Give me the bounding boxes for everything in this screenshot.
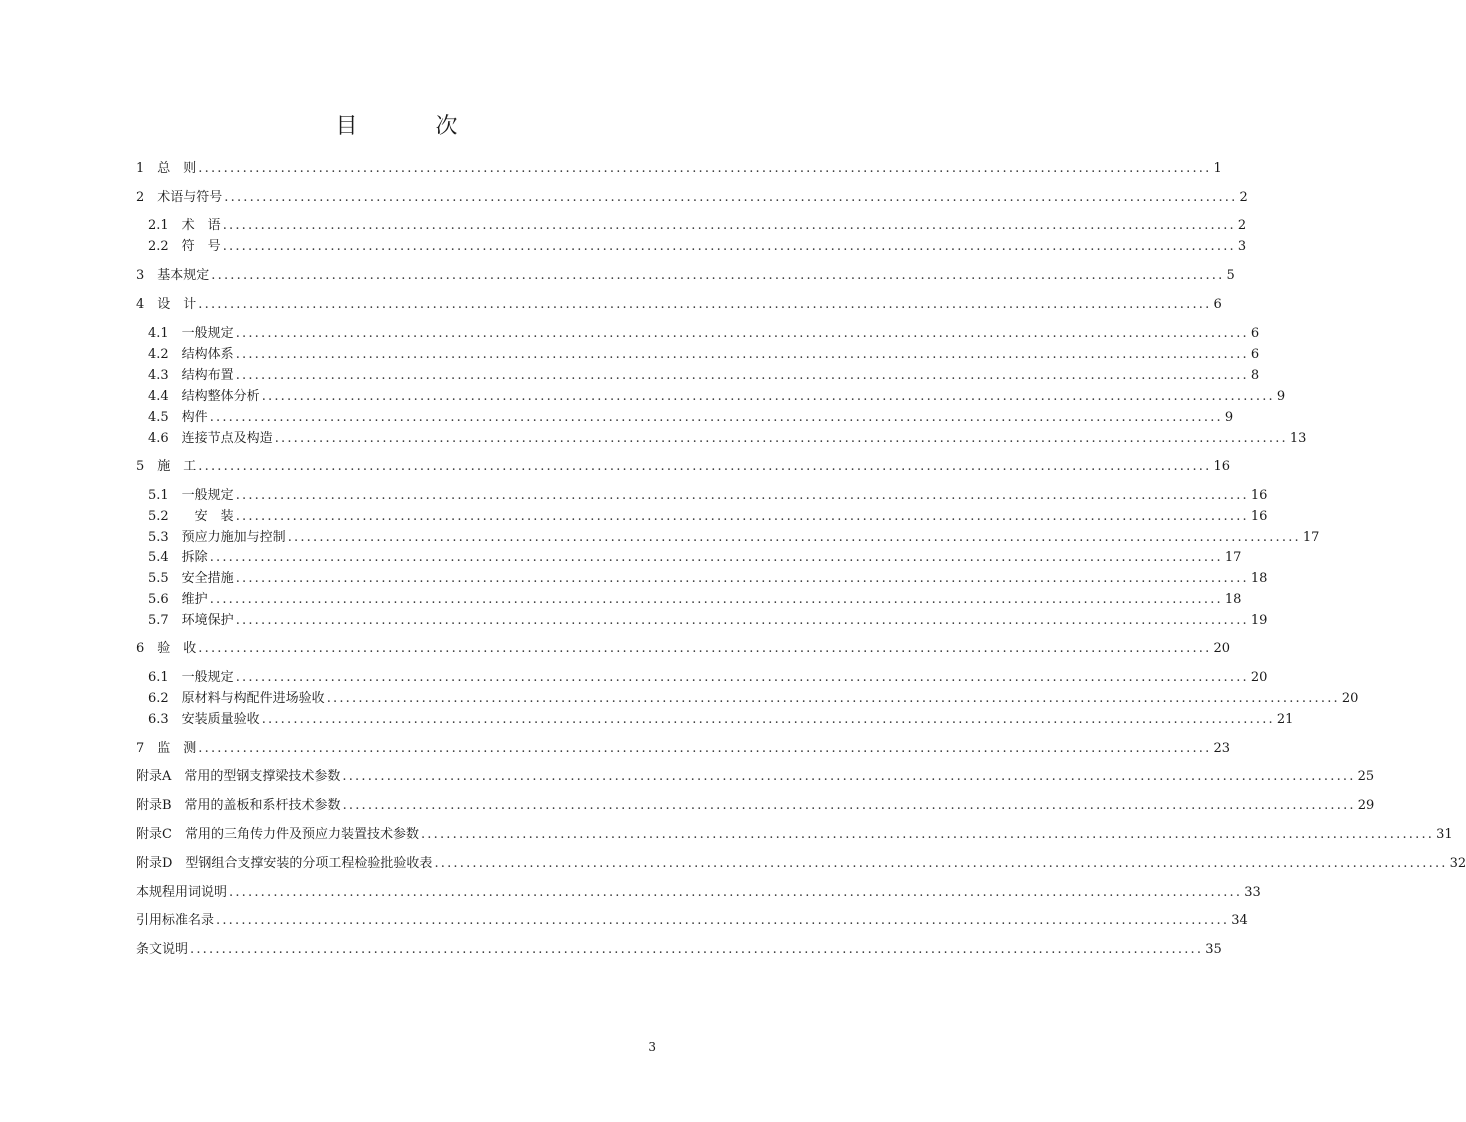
toc-entry-label: 1 总 则 — [136, 161, 197, 176]
dot-leader: ................................................................................................................................................................ — [235, 368, 1249, 383]
dot-leader: ................................................................................................................................................................ — [198, 161, 1212, 176]
toc-entry-page: 2 — [1237, 218, 1247, 233]
dot-leader: ................................................................................................................................................................ — [434, 856, 1448, 871]
toc-entry[interactable] — [136, 740, 1230, 758]
toc-entry-label: 附录A 常用的型钢支撑梁技术参数 — [136, 769, 341, 784]
toc-entry-page: 20 — [1341, 691, 1359, 706]
toc-entry-page: 16 — [1250, 488, 1268, 503]
toc-entry[interactable] — [148, 346, 1260, 364]
dot-leader: ................................................................................................................................................................ — [209, 550, 1223, 565]
dot-leader: ................................................................................................................................................................ — [342, 798, 1356, 813]
toc-entry-label: 7 监 测 — [136, 741, 197, 756]
toc-entry[interactable] — [136, 912, 1248, 930]
toc-entry[interactable] — [148, 388, 1286, 406]
dot-leader: ................................................................................................................................................................ — [235, 326, 1249, 341]
toc-entry-page: 9 — [1276, 389, 1286, 404]
toc-entry[interactable] — [148, 325, 1260, 343]
toc-entry-page: 18 — [1250, 571, 1268, 586]
dot-leader: ................................................................................................................................................................ — [216, 913, 1230, 928]
toc-entry-page: 35 — [1205, 942, 1222, 957]
toc-entry[interactable] — [148, 690, 1359, 708]
toc-entry-page: 25 — [1357, 769, 1375, 784]
dot-leader: ................................................................................................................................................................ — [222, 239, 1236, 254]
toc-entry-page: 5 — [1226, 268, 1235, 283]
toc-entry[interactable] — [148, 217, 1247, 235]
toc-entry[interactable] — [148, 612, 1268, 630]
toc-entry[interactable] — [136, 267, 1235, 285]
toc-entry-page: 20 — [1213, 641, 1230, 656]
dot-leader: ................................................................................................................................................................ — [209, 592, 1223, 607]
toc-entry-page: 17 — [1302, 530, 1320, 545]
toc-entry-page: 17 — [1224, 550, 1242, 565]
toc-entry[interactable] — [136, 855, 1466, 873]
toc-entry-page: 20 — [1250, 670, 1268, 685]
toc-entry-page: 19 — [1250, 613, 1268, 628]
toc-entry[interactable] — [136, 941, 1222, 959]
toc-entry-page: 21 — [1276, 712, 1294, 727]
toc-entry-label: 5.3 预应力施加与控制 — [148, 530, 286, 545]
dot-leader: ................................................................................................................................................................ — [235, 571, 1249, 586]
dot-leader: ................................................................................................................................................................ — [235, 347, 1249, 362]
toc-entry[interactable] — [148, 238, 1247, 256]
toc-entry[interactable] — [148, 711, 1294, 729]
toc-entry-page: 16 — [1213, 459, 1230, 474]
toc-entry-label: 6.2 原材料与构配件进场验收 — [148, 691, 325, 706]
toc-entry-page: 8 — [1250, 368, 1260, 383]
toc-entry-label: 5.1 一般规定 — [148, 488, 234, 503]
toc-entry-label: 5.2 安 装 — [148, 509, 234, 524]
toc-entry-label: 4 设 计 — [136, 297, 197, 312]
toc-entry-label: 4.2 结构体系 — [148, 347, 234, 362]
toc-entry-label: 4.1 一般规定 — [148, 326, 234, 341]
toc-entry-label: 3 基本规定 — [136, 268, 210, 283]
toc-entry-label: 5.4 拆除 — [148, 550, 208, 565]
toc-entry-label: 4.3 结构布置 — [148, 368, 234, 383]
toc-entry-page: 34 — [1231, 913, 1248, 928]
dot-leader: ................................................................................................................................................................ — [198, 641, 1212, 656]
toc-entry-page: 6 — [1250, 347, 1260, 362]
toc-entry-label: 6.3 安装质量验收 — [148, 712, 260, 727]
dot-leader: ................................................................................................................................................................ — [287, 530, 1301, 545]
toc-entry[interactable] — [136, 640, 1230, 658]
toc-entry[interactable] — [148, 669, 1268, 687]
toc-entry-page: 2 — [1239, 190, 1248, 205]
dot-leader: ................................................................................................................................................................ — [261, 712, 1275, 727]
dot-leader: ................................................................................................................................................................ — [342, 769, 1356, 784]
toc-entry-page: 9 — [1224, 410, 1234, 425]
toc-entry-page: 3 — [1237, 239, 1247, 254]
toc-entry-page: 6 — [1213, 297, 1222, 312]
toc-entry-label: 4.4 结构整体分析 — [148, 389, 260, 404]
dot-leader: ................................................................................................................................................................ — [235, 613, 1249, 628]
toc-entry-page: 32 — [1449, 856, 1466, 871]
toc-entry[interactable] — [148, 549, 1242, 567]
toc-entry-label: 5.5 安全措施 — [148, 571, 234, 586]
dot-leader: ................................................................................................................................................................ — [235, 509, 1249, 524]
toc-entry-page: 23 — [1213, 741, 1230, 756]
toc-entry[interactable] — [136, 296, 1222, 314]
toc-entry-label: 6.1 一般规定 — [148, 670, 234, 685]
dot-leader: ................................................................................................................................................................ — [420, 827, 1435, 842]
toc-entry[interactable] — [136, 458, 1230, 476]
dot-leader: ................................................................................................................................................................ — [211, 268, 1225, 283]
toc-entry-label: 引用标准名录 — [136, 913, 215, 928]
dot-leader: ................................................................................................................................................................ — [224, 190, 1238, 205]
dot-leader: ................................................................................................................................................................ — [326, 691, 1340, 706]
toc-entry[interactable] — [136, 768, 1375, 786]
toc-entry-label: 条文说明 — [136, 942, 189, 957]
dot-leader: ................................................................................................................................................................ — [198, 459, 1212, 474]
toc-entry[interactable] — [136, 884, 1261, 902]
dot-leader: ................................................................................................................................................................ — [209, 410, 1223, 425]
toc-entry[interactable] — [148, 529, 1320, 547]
toc-entry-page: 31 — [1436, 827, 1453, 842]
dot-leader: ................................................................................................................................................................ — [235, 488, 1249, 503]
toc-entry[interactable] — [148, 409, 1234, 427]
toc-entry-label: 2.2 符 号 — [148, 239, 221, 254]
toc-entry-page: 29 — [1357, 798, 1375, 813]
page-number: 3 — [648, 1040, 656, 1054]
toc-entry-label: 附录D 型钢组合支撑安装的分项工程检验批验收表 — [136, 856, 433, 871]
toc-entry-label: 5.6 维护 — [148, 592, 208, 607]
toc-entry-page: 16 — [1250, 509, 1268, 524]
toc-entry-label: 5 施 工 — [136, 459, 197, 474]
toc-entry-label: 5.7 环境保护 — [148, 613, 234, 628]
dot-leader: ................................................................................................................................................................ — [198, 297, 1212, 312]
toc-entry-page: 13 — [1289, 431, 1307, 446]
dot-leader: ................................................................................................................................................................ — [235, 670, 1249, 685]
dot-leader: ................................................................................................................................................................ — [261, 389, 1275, 404]
toc-entry[interactable] — [136, 160, 1222, 178]
dot-leader: ................................................................................................................................................................ — [190, 942, 1204, 957]
toc-entry-label: 2 术语与符号 — [136, 190, 223, 205]
toc-entry-page: 1 — [1213, 161, 1222, 176]
toc-entry-label: 本规程用词说明 — [136, 885, 228, 900]
toc-entry[interactable] — [148, 430, 1307, 448]
toc-entry-label: 6 验 收 — [136, 641, 197, 656]
dot-leader: ................................................................................................................................................................ — [222, 218, 1236, 233]
toc-entry[interactable] — [136, 826, 1453, 844]
toc-entry[interactable] — [148, 570, 1268, 588]
toc-entry-label: 附录C 常用的三角传力件及预应力装置技术参数 — [136, 827, 419, 842]
toc-entry[interactable] — [148, 487, 1268, 505]
toc-entry-label: 4.6 连接节点及构造 — [148, 431, 273, 446]
dot-leader: ................................................................................................................................................................ — [198, 741, 1212, 756]
dot-leader: ................................................................................................................................................................ — [274, 431, 1288, 446]
toc-entry-label: 4.5 构件 — [148, 410, 208, 425]
dot-leader: ................................................................................................................................................................ — [229, 885, 1243, 900]
page-title: 目 次 — [335, 114, 486, 139]
toc-entry[interactable] — [148, 508, 1268, 526]
toc-entry[interactable] — [148, 367, 1260, 385]
toc-entry[interactable] — [148, 591, 1242, 609]
toc-entry[interactable] — [136, 189, 1248, 207]
toc-entry-label: 附录B 常用的盖板和系杆技术参数 — [136, 798, 341, 813]
toc-entry-page: 18 — [1224, 592, 1242, 607]
toc-entry[interactable] — [136, 797, 1375, 815]
toc-entry-page: 33 — [1244, 885, 1261, 900]
toc-entry-page: 6 — [1250, 326, 1260, 341]
toc-entry-label: 2.1 术 语 — [148, 218, 221, 233]
